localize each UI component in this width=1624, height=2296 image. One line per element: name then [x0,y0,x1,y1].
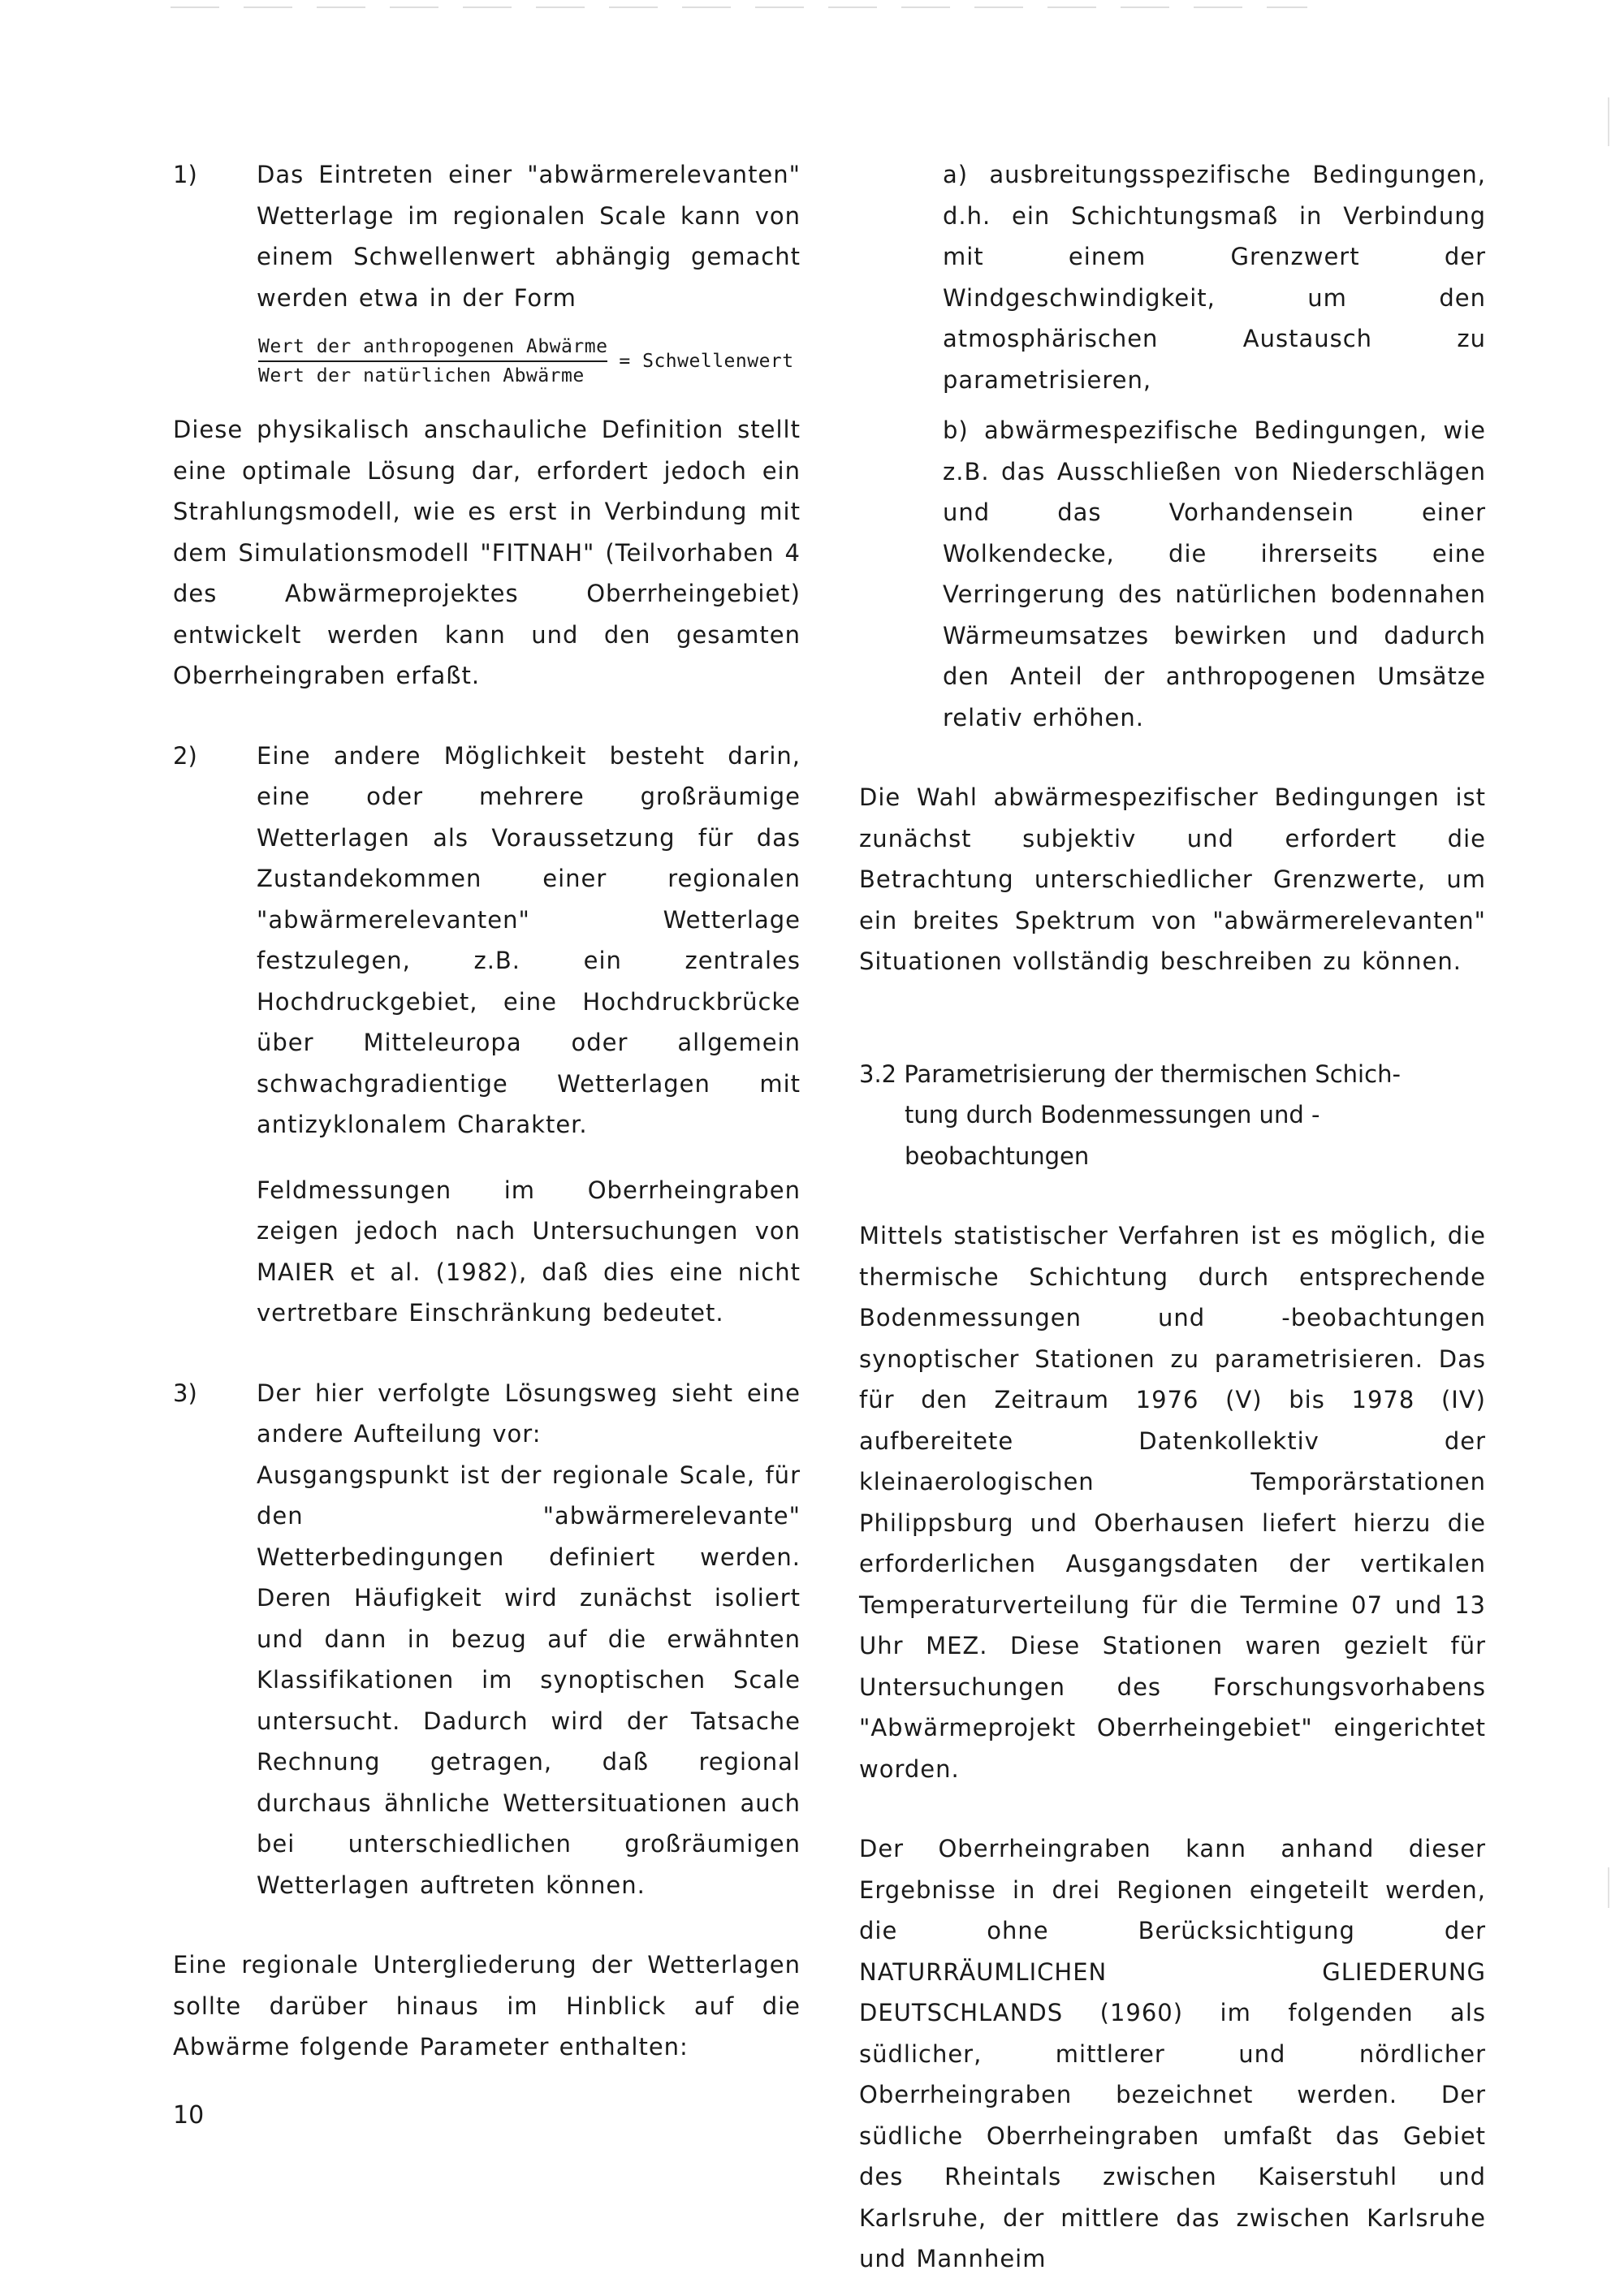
section-title-first: Parametrisierung der thermischen Schich- [904,1060,1401,1088]
scan-artifact-top [171,6,1307,8]
condition-a: a) ausbreitungsspezifische Bedingungen, d.h. ein Schichtungsmaß in Verbindung mit einem Grenzwert der Windgeschwindigkeit, um den atmosphärischen Austausch zu parametrisieren, [943,161,1486,394]
formula-numerator: Wert der anthropogenen Abwärme [258,336,607,362]
paragraph: Die Wahl abwärmespezifischer Bedingungen ist zunächst subjektiv und erfordert die Betrachtung unterschiedlicher Grenzwerte, um ein breites Spektrum von "abwärmerelevanten" Situationen vollständig beschreiben zu können. [859,783,1486,975]
scan-artifact-edge [1608,97,1609,146]
paragraph: Eine regionale Untergliederung der Wetterlagen sollte darüber hinaus im Hinblick auf die Abwärme folgende Parameter enthalten: [173,1951,801,2061]
section-number: 3.2 [859,1060,897,1088]
threshold-formula [258,336,801,386]
paragraph: Mittels statistischer Verfahren ist es möglich, die thermische Schichtung durch entsprechende Bodenmessungen und -beobachtungen synoptischer Stationen zu parametrisieren. Das für den Zeitraum 1976 (V) bis 1978 (IV) aufbereitete Datenkollektiv der kleinaerologischen Temporärstationen Philippsburg und Oberhausen liefert hierzu die erforderlichen Ausgangsdaten der vertikalen Temperaturverteilung für die Termine 07 und 13 Uhr MEZ. Diese Stationen waren gezielt für Untersuchungen des Forschungsvorhabens "Abwärmeprojekt Oberrheingebiet" eingerichtet worden. [859,1222,1486,1783]
list-item-text: Das Eintreten einer "abwärmerelevanten" Wetterlage im regionalen Scale kann von einem Schwellenwert abhängig gemacht werden etwa in der Form [257,161,801,312]
list-item-text: Eine andere Möglichkeit besteht darin, eine oder mehrere großräumige Wetterlagen als Voraussetzung für das Zustandekommen einer regionalen "abwärmerelevanten" Wetterlage festzulegen, z.B. ein zentrales Hochdruckgebiet, eine Hochdruckbrücke über Mitteleuropa oder allgemein schwachgradientige Wetterlagen mit antizyklonalem Charakter. [257,741,801,1138]
formula-fraction [258,336,607,386]
left-column [173,154,801,2068]
list-item-1 [173,154,801,318]
list-item-3 [173,1373,801,1906]
list-item-text: Ausgangspunkt ist der regionale Scale, für den "abwärmerelevante" Wetterbedingungen definiert werden. Deren Häufigkeit wird zunächst isoliert und dann in bezug auf die erwähnten Klassifikationen im synoptischen Scale untersucht. Dadurch wird der Tatsache Rechnung getragen, daß regional durchaus ähnliche Wettersituationen auch bei unterschiedlichen großräumigen Wetterlagen auftreten können. [257,1461,801,1899]
page-number: 10 [173,2101,205,2130]
formula-denominator: Wert der natürlichen Abwärme [258,365,585,386]
list-item-2 [173,736,801,1334]
list-item-text: Feldmessungen im Oberrheingraben zeigen jedoch nach Untersuchungen von MAIER et al. (1982), daß dies eine nicht vertretbare Einschränkung bedeutet. [257,1176,801,1327]
list-number: 1) [173,161,197,188]
right-column [859,154,1486,2280]
list-item-text: Der hier verfolgte Lösungsweg sieht eine andere Aufteilung vor: [257,1379,801,1448]
condition-b: b) abwärmespezifische Bedingungen, wie z.B. das Ausschließen von Niederschlägen und das Vorhandensein einer Wolkendecke, die ihrerseits eine Verringerung des natürlichen bodennahen Wärmeumsatzes bewirken und dadurch den Anteil der anthropogenen Umsätze relativ erhöhen. [943,416,1486,732]
list-number: 3) [173,1379,197,1407]
section-heading [859,1054,1486,1177]
scan-artifact-edge [1608,1867,1609,1908]
list-number: 2) [173,741,197,770]
section-title-rest: tung durch Bodenmessungen und -beobachtungen [905,1101,1320,1170]
paragraph: Diese physikalisch anschauliche Definition stellt eine optimale Lösung dar, erfordert jedoch ein Strahlungsmodell, wie es erst in Verbindung mit dem Simulationsmodell "FITNAH" (Teilvorhaben 4 des Abwärmeprojektes Oberrheingebiet) entwickelt werden kann und den gesamten Oberrheingraben erfaßt. [173,416,801,689]
paragraph: Der Oberrheingraben kann anhand dieser Ergebnisse in drei Regionen eingeteilt werden, die ohne Berücksichtigung der NATURRÄUMLICHEN GLIEDERUNG DEUTSCHLANDS (1960) im folgenden als südlicher, mittlerer und nördlicher Oberrheingraben bezeichnet werden. Der südliche Oberrheingraben umfaßt das Gebiet des Rheintals zwischen Kaiserstuhl und Karlsruhe, der mittlere das zwischen Karlsruhe und Mannheim [859,1835,1486,2272]
formula-result: = Schwellenwert [619,351,794,372]
